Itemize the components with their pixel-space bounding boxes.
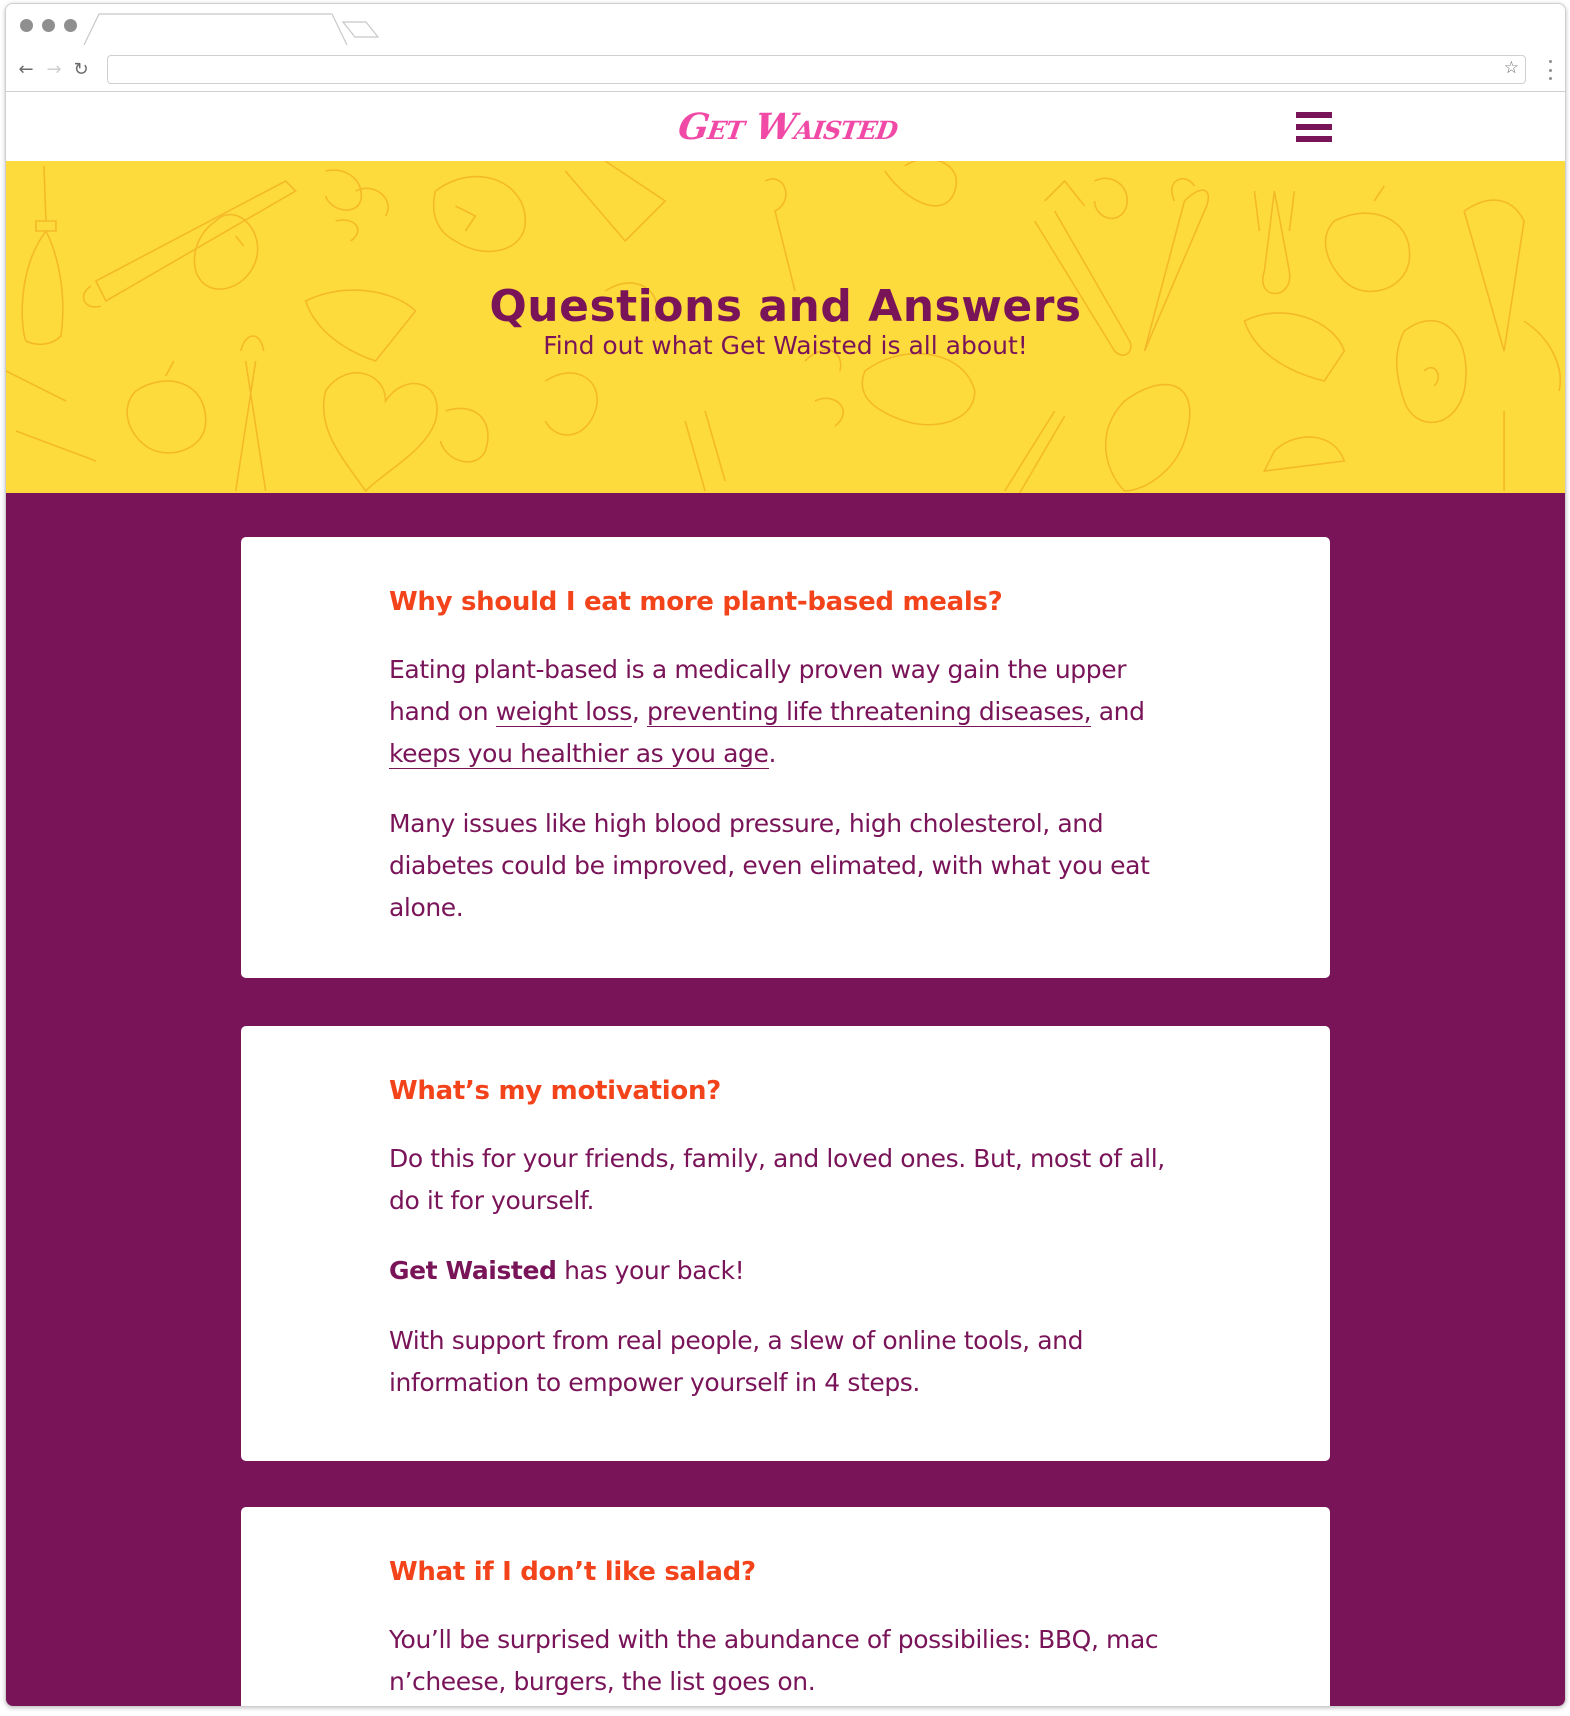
- weight-loss-link[interactable]: weight loss: [495, 697, 632, 726]
- address-bar[interactable]: [107, 55, 1526, 84]
- forward-arrow-icon[interactable]: →: [46, 58, 62, 80]
- faq-card: [241, 1507, 1330, 1707]
- page-viewport: [6, 92, 1565, 1707]
- heart-doodle-2: [1106, 385, 1190, 491]
- faq-question: What’s my motivation?: [389, 1076, 721, 1106]
- faq-section: [6, 493, 1565, 1707]
- faq-answer-paragraph: Eating plant-based is a medically proven way gain the upper hand on weight loss, preventing life threatening diseases, and keeps you healthier as you age.: [389, 655, 1145, 768]
- faq-question: Why should I eat more plant-based meals?: [389, 587, 1003, 617]
- back-arrow-icon[interactable]: ←: [18, 58, 34, 80]
- heart-doodle: [324, 373, 437, 491]
- faq-card: [241, 1026, 1330, 1461]
- brand-name-bold: Get Waisted: [389, 1256, 557, 1285]
- fork-doodle-2: [1254, 191, 1294, 294]
- avocado-doodle-2: [440, 408, 488, 462]
- preventing-diseases-link[interactable]: preventing life threatening diseases,: [646, 697, 1092, 726]
- faq-card: [241, 537, 1330, 978]
- fork-doodle: [685, 411, 725, 491]
- browser-tab[interactable]: [6, 4, 406, 54]
- site-logo[interactable]: Get Waisted: [675, 106, 901, 148]
- faq-question: What if I don’t like salad?: [389, 1557, 756, 1587]
- faq-answer-paragraph: Get Waisted has your back!: [389, 1256, 745, 1285]
- browser-chrome: [6, 4, 1565, 92]
- spatula-doodle: [765, 179, 795, 291]
- faq-answer-paragraph: You’ll be surprised with the abundance of possibilies: BBQ, mac n’cheese, burgers, the list goes on.: [389, 1625, 1159, 1696]
- hero-banner: [6, 161, 1565, 493]
- new-tab-button: [343, 22, 378, 37]
- tomato-doodle: [127, 361, 206, 453]
- pepper-doodle: [885, 161, 956, 206]
- bread-doodle: [545, 373, 597, 435]
- mushroom-doodle: [1095, 178, 1128, 218]
- beans-doodle-2: [805, 350, 843, 426]
- tomato-doodle-2: [1326, 186, 1410, 291]
- burger-doodle: [1264, 437, 1344, 471]
- page-subtitle: Find out what Get Waisted is all about!: [543, 331, 1028, 360]
- bowl-doodle: [862, 354, 974, 425]
- spoon-doodle-2: [1005, 411, 1065, 493]
- browser-menu-icon[interactable]: [1546, 60, 1554, 80]
- faq-answer-paragraph: Many issues like high blood pressure, high cholesterol, and diabetes could be improved, even elimated, with what you eat alone.: [389, 809, 1150, 922]
- plate-doodle: [434, 177, 526, 252]
- spoon-doodle: [6, 371, 96, 461]
- bookmark-star-icon[interactable]: ☆: [1503, 58, 1519, 78]
- hamburger-menu-icon[interactable]: [1296, 110, 1332, 144]
- faq-answer-paragraph: Do this for your friends, family, and loved ones. But, most of all, do it for yourself.: [389, 1144, 1165, 1215]
- beans-doodle: [326, 170, 389, 241]
- healthier-aging-link[interactable]: keeps you healthier as you age: [389, 739, 769, 768]
- reload-icon[interactable]: ↻: [73, 58, 89, 80]
- faq-answer-paragraph: With support from real people, a slew of online tools, and information to empower yourself in 4 steps.: [389, 1326, 1084, 1397]
- page-title: Questions and Answers: [489, 281, 1082, 332]
- browser-window: [5, 3, 1566, 1707]
- site-header: [6, 92, 1565, 161]
- avocado-doodle: [194, 215, 257, 290]
- knife-doodle-2: [565, 161, 665, 241]
